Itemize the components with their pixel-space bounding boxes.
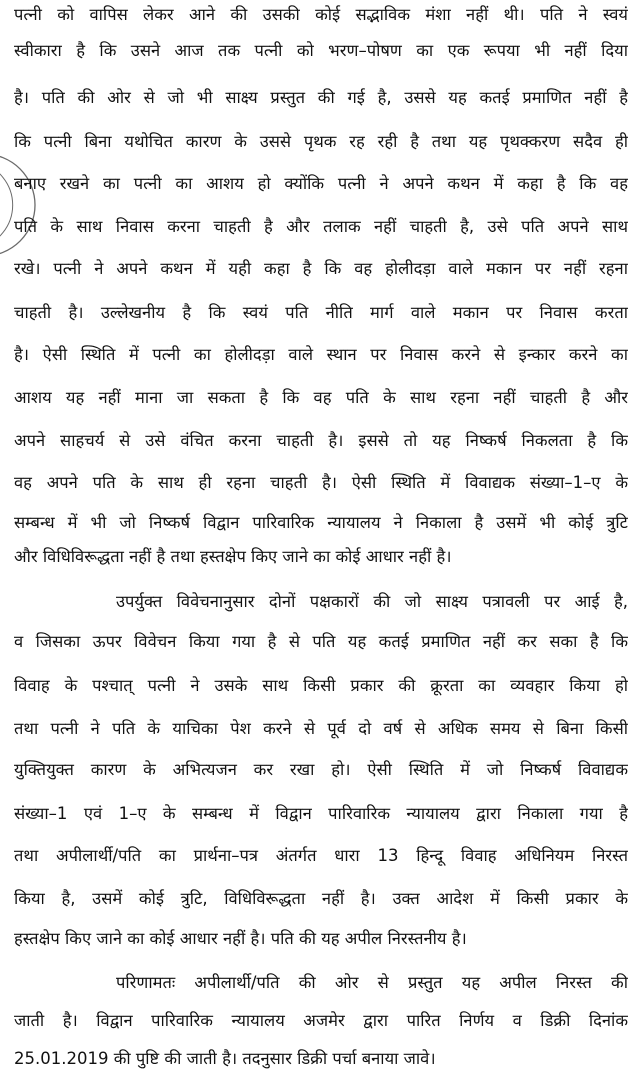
paragraph-3-line-2: जाती है। विद्वान पारिवारिक न्यायालय अजमेर द्वारा पारित निर्णय व डिक्री दिनांक	[14, 1011, 628, 1030]
paragraph-2-line-3: विवाह के पश्चात् पत्नी ने उसके साथ किसी प्रकार की क्रूरता का व्यवहार किया हो	[14, 676, 628, 695]
paragraph-1-line-14: और विधिविरूद्धता नहीं है तथा हस्तक्षेप किए जाने का कोई आधार नहीं है।	[14, 547, 452, 566]
paragraph-3-line-1: परिणामतः अपीलार्थी/पति की ओर से प्रस्तुत यह अपील निरस्त की	[116, 973, 628, 992]
paragraph-1-line-4: कि पत्नी बिना यथोचित कारण के उससे पृथक रह रही है तथा यह पृथक्करण सदैव ही	[14, 132, 628, 151]
court-seal-fragment	[0, 150, 18, 260]
paragraph-2-line-4: तथा पत्नी ने पति के याचिका पेश करने से पूर्व दो वर्ष से अधिक समय से बिना किसी	[14, 719, 628, 738]
paragraph-1-line-7: रखे। पत्नी ने अपने कथन में यही कहा है कि वह होलीदड़ा वाले मकान पर नहीं रहना	[14, 259, 628, 278]
paragraph-1-line-8: चाहती है। उल्लेखनीय है कि स्वयं पति नीति मार्ग वाले मकान पर निवास करता	[14, 303, 628, 322]
paragraph-1-line-11: अपने साहचर्य से उसे वंचित करना चाहती है। इससे तो यह निष्कर्ष निकलता है कि	[14, 431, 628, 450]
paragraph-3-line-3: 25.01.2019 की पुष्टि की जाती है। तदनुसार डिक्री पर्चा बनाया जावे।	[14, 1049, 436, 1068]
paragraph-1-line-3: है। पति की ओर से जो भी साक्ष्य प्रस्तुत की गई है, उससे यह कतई प्रमाणित नहीं है	[14, 88, 628, 107]
paragraph-1-line-2: स्वीकारा है कि उसने आज तक पत्नी को भरण–पोषण का एक रूपया भी नहीं दिया	[14, 41, 628, 60]
paragraph-1-line-13: सम्बन्ध में भी जो निष्कर्ष विद्वान पारिवारिक न्यायालय ने निकाला है उसमें भी कोई त्रुटि	[14, 513, 628, 532]
paragraph-2-line-7: तथा अपीलार्थी/पति का प्रार्थना–पत्र अंतर्गत धारा 13 हिन्दू विवाह अधिनियम निरस्त	[14, 846, 628, 865]
paragraph-1-line-5: बनाए रखने का पत्नी का आशय हो क्योंकि पत्नी ने अपने कथन में कहा है कि वह	[14, 174, 628, 193]
paragraph-2-line-5: युक्तियुक्त कारण के अभित्यजन कर रखा हो। ऐसी स्थिति में जो निष्कर्ष विवाद्यक	[14, 760, 628, 779]
paragraph-1-line-10: आशय यह नहीं माना जा सकता है कि वह पति के साथ रहना नहीं चाहती है और	[14, 388, 628, 407]
paragraph-2-line-9: हस्तक्षेप किए जाने का कोई आधार नहीं है। पति की यह अपील निरस्तनीय है।	[14, 929, 467, 948]
paragraph-2-line-8: किया है, उसमें कोई त्रुटि, विधिविरूद्धता नहीं है। उक्त आदेश में किसी प्रकार के	[14, 889, 628, 908]
paragraph-1-line-9: है। ऐसी स्थिति में पत्नी का होलीदड़ा वाले स्थान पर निवास करने से इन्कार करने का	[14, 345, 628, 364]
paragraph-2-line-2: व जिसका ऊपर विवेचन किया गया है से पति यह कतई प्रमाणित नहीं कर सका है कि	[14, 632, 628, 651]
paragraph-2-line-6: संख्या–1 एवं 1–ए के सम्बन्ध में विद्वान पारिवारिक न्यायालय द्वारा निकाला गया है	[14, 804, 628, 823]
paragraph-2-line-1: उपर्युक्त विवेचनानुसार दोनों पक्षकारों की जो साक्ष्य पत्रावली पर आई है,	[116, 592, 628, 611]
paragraph-1-line-1: पत्नी को वापिस लेकर आने की उसकी कोई सद्भाविक मंशा नहीं थी। पति ने स्वयं	[14, 5, 628, 24]
paragraph-1-line-6: पति के साथ निवास करना चाहती है और तलाक नहीं चाहती है, उसे पति अपने साथ	[14, 217, 628, 236]
paragraph-1-line-12: वह अपने पति के साथ ही रहना चाहती है। ऐसी स्थिति में विवाद्यक संख्या–1–ए के	[14, 473, 628, 492]
